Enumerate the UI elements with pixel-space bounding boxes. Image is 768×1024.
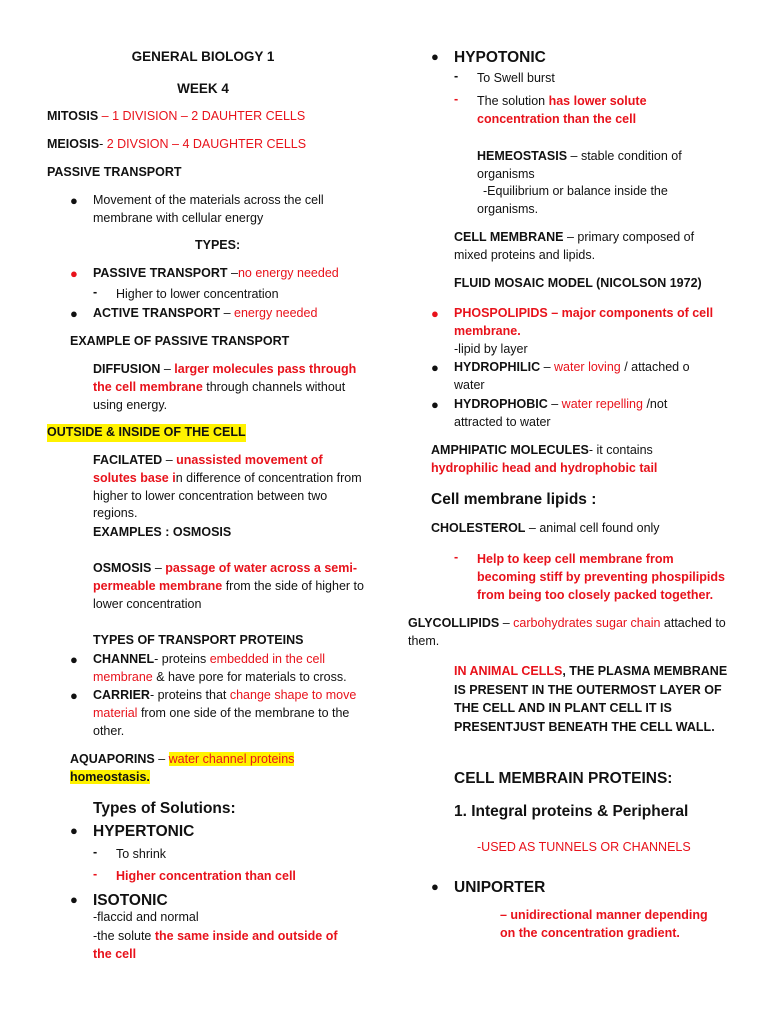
integral-proteins-heading: 1. Integral proteins & Peripheral (454, 803, 689, 820)
bullet-icon: ● (431, 879, 439, 894)
week-label: WEEK 4 (177, 81, 229, 96)
hemeostasis-paragraph: HEMEOSTASIS – stable condition of organisms (477, 149, 682, 181)
higher-to-lower-text: Higher to lower concentration (116, 287, 279, 301)
meiosis-line: MEIOSIS- 2 DIVSION – 4 DAUGHTER CELLS (47, 137, 307, 151)
help-keep-paragraph: Help to keep cell membrane from becoming stiff by preventing phospilipids from being too closely packed together. (477, 552, 725, 602)
lipid-by-layer-text: -lipid by layer (454, 342, 528, 356)
dash-icon: - (93, 285, 98, 299)
hydrophilic-paragraph: HYDROPHILIC – water loving / attached o water (454, 360, 690, 392)
document-title: GENERAL BIOLOGY 1 (131, 49, 275, 64)
examples-osmosis: EXAMPLES : OSMOSIS (93, 525, 232, 539)
types-transport-proteins-heading: TYPES OF TRANSPORT PROTEINS (93, 633, 304, 647)
unidirectional-paragraph: – unidirectional manner depending on the concentration gradient. (500, 908, 708, 940)
osmosis-paragraph: OSMOSIS – passage of water across a semi-permeable membrane from the side of higher to lower concentration (93, 561, 364, 611)
outside-inside-heading: OUTSIDE & INSIDE OF THE CELL (47, 424, 246, 442)
bullet-icon: ● (70, 193, 78, 208)
example-passive-heading: EXAMPLE OF PASSIVE TRANSPORT (70, 334, 290, 348)
aquaporins-paragraph: AQUAPORINS – water channel proteins homeostasis. (70, 752, 295, 784)
amphipatic-paragraph: AMPHIPATIC MOLECULES- it contains hydrophilic head and hydrophobic tail (431, 443, 658, 475)
channel-paragraph: CHANNEL- proteins embedded in the cell membrane & have pore for materials to cross. (93, 652, 347, 684)
swell-text: To Swell burst (477, 71, 555, 85)
active-transport-item: ACTIVE TRANSPORT – energy needed (93, 306, 318, 320)
hypotonic-heading: HYPOTONIC (454, 49, 546, 66)
diffusion-paragraph: DIFFUSION – larger molecules pass through the cell membrane through channels without using energy. (93, 362, 357, 412)
used-as-tunnels-text: -USED AS TUNNELS OR CHANNELS (477, 840, 691, 854)
cell-membrain-proteins-heading: CELL MEMBRAIN PROTEINS: (454, 770, 673, 787)
solution-paragraph: The solution has lower solute concentration than the cell (477, 94, 647, 126)
hypertonic-heading: HYPERTONIC (93, 823, 195, 840)
uniporter-heading: UNIPORTER (454, 879, 546, 896)
dash-icon: - (454, 69, 459, 83)
mitosis-line: MITOSIS – 1 DIVISION – 2 DAUHTER CELLS (47, 109, 306, 123)
passive-transport-heading: PASSIVE TRANSPORT (47, 165, 182, 179)
bullet-icon: ● (431, 49, 439, 64)
bullet-icon: ● (70, 652, 78, 667)
bullet-icon: ● (431, 306, 439, 321)
equilibrium-paragraph: -Equilibrium or balance inside the organisms. (477, 184, 668, 216)
bullet-icon: ● (70, 266, 78, 281)
bullet-icon: ● (70, 823, 78, 838)
solute-paragraph: -the solute the same inside and outside of the cell (93, 929, 338, 961)
facilated-paragraph: FACILATED – unassisted movement of solutes base in difference of concentration from higher to lower concentration between two regions. (93, 453, 362, 521)
fluid-mosaic-heading: FLUID MOSAIC MODEL (NICOLSON 1972) (454, 276, 702, 290)
passive-transport-item: PASSIVE TRANSPORT –no energy needed (93, 266, 339, 280)
bullet-icon: ● (70, 688, 78, 703)
dash-icon: - (93, 867, 98, 881)
flaccid-text: -flaccid and normal (93, 910, 199, 924)
phospholipids-paragraph: PHOSPOLIPIDS – major components of cell membrane. (454, 306, 714, 338)
bullet-icon: ● (70, 892, 78, 907)
bullet-icon: ● (70, 306, 78, 321)
in-animal-cells-paragraph: IN ANIMAL CELLS, THE PLASMA MEMBRANE IS PRESENT IN THE OUTERMOST LAYER OF THE CELL AND IN PLANT CELL IT IS PRESENTJUST BENEATH THE CELL WALL. (454, 664, 728, 734)
types-label: TYPES: (195, 238, 241, 252)
movement-bullet-text: Movement of the materials across the cell membrane with cellular energy (93, 193, 324, 225)
dash-icon: - (454, 550, 459, 564)
to-shrink-text: To shrink (116, 847, 167, 861)
bullet-icon: ● (431, 397, 439, 412)
dash-icon: - (93, 845, 98, 859)
carrier-paragraph: CARRIER- proteins that change shape to move material from one side of the membrane to the other. (93, 688, 357, 738)
types-of-solutions-heading: Types of Solutions: (93, 800, 236, 817)
glycollipids-paragraph: GLYCOLLIPIDS – carbohydrates sugar chain attached to them. (408, 616, 726, 648)
bullet-icon: ● (431, 360, 439, 375)
hydrophobic-paragraph: HYDROPHOBIC – water repelling /not attracted to water (454, 397, 668, 429)
cell-membrane-lipids-heading: Cell membrane lipids : (431, 491, 597, 508)
isotonic-heading: ISOTONIC (93, 892, 168, 909)
higher-concentration-text: Higher concentration than cell (116, 869, 296, 883)
cholesterol-line: CHOLESTEROL – animal cell found only (431, 521, 660, 535)
cell-membrane-paragraph: CELL MEMBRANE – primary composed of mixed proteins and lipids. (454, 230, 695, 262)
dash-icon: - (454, 92, 459, 106)
